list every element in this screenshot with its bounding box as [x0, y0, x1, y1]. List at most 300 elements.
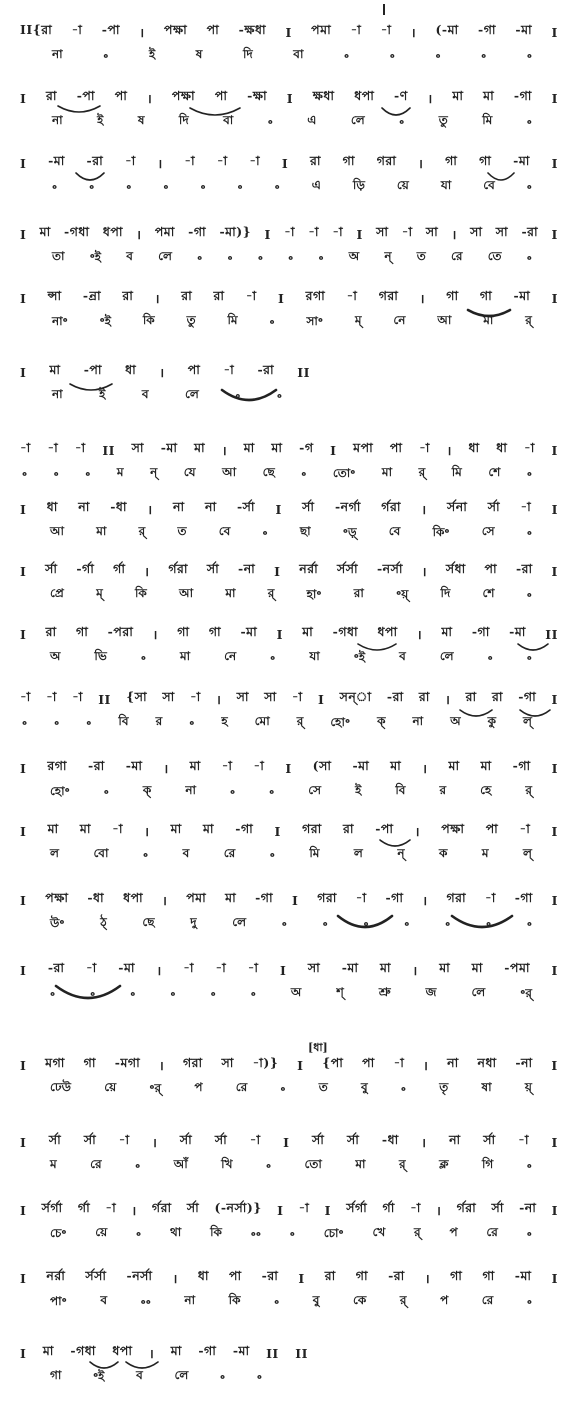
lyric-line [50, 585, 532, 605]
lyric-token: জ [425, 985, 437, 999]
note-token: মা [302, 624, 314, 639]
note-token: -রা [47, 960, 65, 975]
note-token: I [277, 1202, 284, 1218]
lyric-token: যা [440, 178, 452, 192]
note-token: । [423, 1057, 429, 1073]
note-token: II [295, 1345, 308, 1361]
note-token: I [551, 563, 558, 579]
lyric-token: ॰ [281, 917, 287, 932]
lyric-token: ॰ [270, 651, 276, 666]
lyric-token: মা [179, 649, 191, 663]
note-token: -া [346, 288, 358, 303]
lyric-line [50, 1079, 532, 1099]
lyric-token: এ [307, 113, 317, 127]
lyric-token: শে [482, 586, 495, 600]
note-token: মা [170, 1343, 182, 1358]
note-token: পা [214, 88, 228, 103]
note-token: -মা)} [219, 224, 252, 239]
lyric-token: ব [126, 249, 133, 263]
note-token: মা [194, 440, 206, 455]
lyric-token: হো॰ [330, 714, 351, 729]
note-token: -া [249, 153, 261, 168]
note-token: ধপা [354, 88, 375, 103]
lyric-token: ॰ [445, 917, 451, 932]
lyric-token: ই [99, 387, 106, 401]
lyric-token: ॰ই [99, 313, 111, 328]
lyric-token: ম [116, 465, 124, 479]
lyric-token: ॰ [344, 49, 350, 64]
note-token: রা [324, 1268, 336, 1283]
note-token: I [286, 90, 294, 106]
note-token: -া [332, 224, 344, 239]
lyric-token: প্রে [50, 586, 64, 600]
lyric-token: কি॰ [432, 524, 450, 539]
note-token: নর্রা [299, 561, 319, 576]
lyric-token: ॰ [526, 180, 532, 195]
note-token: -ধা [87, 890, 105, 905]
note-token: -া [118, 1132, 130, 1147]
note-token: । [424, 1270, 431, 1286]
lyric-token: ॰ [90, 987, 96, 1002]
note-token: । [172, 1270, 178, 1286]
note-token: র্সর্গা [346, 1200, 368, 1215]
note-token: মা [39, 224, 51, 239]
note-token: -মা [232, 1343, 250, 1358]
note-token: -মা [341, 960, 359, 975]
note-token: । [436, 1202, 442, 1218]
swaralipi-line [20, 1343, 308, 1363]
note-token: গা [446, 288, 459, 303]
note-token: I [20, 1202, 27, 1218]
note-token: -া [74, 440, 86, 455]
note-token: -া [86, 960, 97, 975]
note-token: II [297, 364, 310, 380]
lyric-token: অ [290, 985, 302, 999]
lyric-token: ন্ [150, 465, 158, 479]
lyric-token: মি [482, 113, 493, 127]
lyric-token: ॰ [197, 251, 203, 266]
note-token: গা [342, 153, 355, 168]
lyric-token: না [412, 714, 424, 728]
note-token: -গা [198, 1343, 217, 1358]
note-token: ক্ষধা [312, 88, 335, 103]
note-token: -া [355, 890, 367, 905]
note-token: পক্ষা [45, 890, 69, 905]
note-token: -া [190, 689, 201, 704]
note-token: II [98, 691, 111, 707]
note-token: রগা [305, 288, 326, 303]
lyric-token: ছে [262, 465, 275, 479]
note-token: মা [271, 440, 283, 455]
note-token: র্সা [214, 1132, 228, 1147]
lyric-token: বু [361, 1080, 368, 1094]
lyric-token: বে [388, 524, 401, 538]
note-token: -া [249, 1132, 261, 1147]
note-token: I [20, 501, 27, 517]
lyric-token: ঢেউ [50, 1080, 72, 1094]
note-token: গা [177, 624, 190, 639]
note-token: I [551, 691, 558, 707]
note-token: I [356, 226, 363, 242]
lyric-token: র্ [525, 783, 532, 797]
lyric-token: ম [50, 1157, 57, 1171]
note-token: I [285, 760, 292, 776]
lyric-token: ॰ [487, 651, 493, 666]
lyric-line [52, 112, 532, 132]
note-token: I [20, 364, 27, 380]
lyric-token: ল্ [523, 846, 532, 860]
lyric-token: ক্ল [439, 1157, 449, 1171]
lyric-token: রা [353, 586, 364, 600]
note-token: I [281, 155, 289, 171]
note-token: -গধা [332, 624, 359, 639]
note-token: । [410, 24, 417, 40]
lyric-token: ॰ [526, 1295, 532, 1310]
note-token: সন্া [339, 689, 372, 704]
lyric-token: দি [440, 586, 451, 600]
note-token: মা [243, 440, 255, 455]
lyric-token: ॰ [86, 716, 92, 731]
note-token: I [20, 626, 27, 642]
note-token: র্সা [483, 1132, 496, 1147]
note-token: I [551, 155, 558, 171]
note-token: পা [229, 1268, 242, 1283]
note-token: র্সা [206, 561, 220, 576]
note-token: মপা [353, 440, 374, 455]
note-token: -মা [160, 440, 178, 455]
lyric-token: র্ [418, 465, 426, 479]
note-token: -রা [515, 561, 533, 576]
lyric-token: ॰ [526, 1159, 532, 1174]
note-token: I [291, 892, 299, 908]
lyric-token: কি [135, 586, 147, 600]
note-token: । [451, 226, 457, 242]
note-token: । [139, 24, 145, 40]
note-token: । [422, 892, 428, 908]
lyric-token: ॰ [526, 1227, 532, 1242]
lyric-token: য়ে [95, 1225, 108, 1239]
note-token: ধপা [112, 1343, 133, 1358]
lyric-token: র্ [267, 586, 275, 600]
note-token: গা [482, 1268, 495, 1283]
lyric-token: মি [451, 465, 462, 479]
swaralipi-line [20, 440, 558, 460]
note-token: -া [298, 1200, 310, 1215]
note-token: । [421, 1134, 427, 1150]
note-token: পমা [186, 890, 207, 905]
lyric-token: তো [304, 1157, 322, 1171]
note-token: । [159, 364, 165, 380]
lyric-token: ছা [299, 524, 311, 538]
note-token: -রা [257, 362, 275, 377]
lyric-token: গি [481, 1157, 494, 1171]
lyric-token: সে [481, 524, 495, 538]
note-token: পা [206, 22, 220, 37]
swaralipi-line [20, 499, 558, 519]
note-token: । [414, 823, 420, 839]
note-token: সা [307, 960, 321, 975]
note-token: -গা [512, 758, 531, 773]
lyric-token: ব [182, 846, 190, 860]
lyric-token: থা [169, 1225, 182, 1239]
note-token: -র্গা [76, 561, 95, 576]
note-token: I [275, 501, 282, 517]
lyric-line [22, 464, 532, 484]
lyric-token: ॰॰ [250, 1227, 261, 1242]
lyric-token: ত [318, 1080, 328, 1094]
lyric-token: বি [395, 783, 406, 797]
note-token: I [20, 760, 27, 776]
note-token: I [285, 24, 292, 40]
lyric-token: ॰ [136, 1227, 142, 1242]
note-token: র্সর্গা [41, 1200, 63, 1215]
lyric-token: ॰ড়্ [342, 524, 357, 539]
lyric-line [50, 782, 532, 802]
lyric-token: ॰ [230, 785, 236, 800]
note-token: -মা [240, 624, 258, 639]
note-token: মা [49, 362, 61, 377]
note-token: -া [393, 1055, 405, 1070]
lyric-token: না [185, 783, 196, 797]
lyric-token: আ [437, 313, 452, 327]
note-token: সা [470, 224, 483, 239]
note-token: II [102, 442, 116, 458]
note-token: পক্ষা [164, 22, 188, 37]
lyric-token: তা [52, 249, 65, 263]
note-token: পা [389, 440, 403, 455]
note-token: । [136, 226, 142, 242]
lyric-line [50, 648, 532, 668]
lyric-token: খি [221, 1157, 233, 1171]
note-token: -নর্সা [126, 1268, 153, 1283]
note-token: -া [216, 153, 228, 168]
swaralipi-line [20, 960, 558, 980]
lyric-token: ॰ [481, 49, 487, 64]
lyric-token: ॰ [269, 785, 275, 800]
lyric-line [52, 46, 532, 66]
lyric-token: ॰ [227, 251, 233, 266]
note-token: I [551, 90, 558, 106]
note-token: । [416, 626, 423, 642]
note-token: -গা [255, 890, 274, 905]
note-token: -পমা [504, 960, 531, 975]
lyric-token: না [52, 113, 63, 127]
note-token: -গা [188, 224, 207, 239]
note-token: I [551, 442, 558, 458]
note-token: I [264, 226, 271, 242]
note-token: নধা [477, 1055, 497, 1070]
lyric-token: দু [190, 915, 197, 929]
lyric-token: ক্ [377, 714, 386, 728]
note-token: গরা [446, 890, 467, 905]
lyric-token: ॰ই [89, 249, 102, 264]
lyric-token: ॰ [280, 1082, 286, 1097]
lyric-token: র্ [296, 714, 304, 728]
note-token: পক্ষা [171, 88, 196, 103]
note-token: I [20, 226, 27, 242]
lyric-token: ॰ [318, 251, 324, 266]
lyric-token: ॰ [267, 115, 273, 130]
lyric-line [50, 845, 532, 865]
lyric-token: ॰ [276, 389, 282, 404]
note-token: I [20, 823, 27, 839]
note-token: । [144, 563, 150, 579]
note-token: I [551, 24, 558, 40]
lyric-token: ॰॰ [140, 1295, 151, 1310]
lyric-line [50, 914, 532, 934]
lyric-token: বু [312, 1293, 320, 1307]
note-token: -া [47, 440, 59, 455]
note-token: -পা [375, 821, 394, 836]
note-token: (সা [312, 758, 332, 773]
note-token: । [421, 501, 427, 517]
note-token: I [551, 1057, 558, 1073]
lyric-token: হো॰ [50, 783, 70, 798]
note-token: । [152, 626, 158, 642]
lyric-token: ॰ [274, 180, 280, 195]
note-token: গা [83, 1055, 96, 1070]
lyric-token: ॰ [22, 716, 28, 731]
note-token: গা [76, 624, 89, 639]
lyric-token: ॰ [53, 467, 59, 482]
lyric-token: ষ [195, 47, 203, 61]
note-token: -া)} [252, 1055, 279, 1070]
note-token: -া [46, 689, 57, 704]
lyric-token: অ [450, 714, 461, 728]
swaralipi-line [20, 362, 310, 382]
lyric-token: উ॰ [50, 915, 65, 930]
lyric-token: র্ [399, 1293, 407, 1307]
lyric-token: ॰ [200, 180, 206, 195]
note-token: মা [452, 88, 464, 103]
lyric-token: নে [224, 649, 237, 663]
lyric-token: অ [348, 249, 360, 263]
note-token: গা [355, 1268, 369, 1283]
note-token: II [545, 626, 558, 642]
lyric-token: নে [393, 313, 406, 327]
note-token: -া [350, 22, 362, 37]
swaralipi-line [20, 1268, 558, 1288]
note-token: রা [122, 288, 134, 303]
note-token: মা [189, 758, 201, 773]
note-token: -া [524, 440, 535, 455]
note-token: র্সা [45, 561, 58, 576]
lyric-token: বা [293, 47, 304, 61]
lyric-token: ॰ [140, 651, 146, 666]
lyric-token: ব [136, 1368, 143, 1382]
note-token: -নর্সা [376, 561, 403, 576]
lyric-token: কি [228, 1293, 241, 1307]
note-token: পা [484, 561, 498, 576]
lyric-token: ত [416, 249, 426, 263]
lyric-token: তু [186, 313, 196, 327]
lyric-token: সা॰ [306, 313, 323, 328]
note-token: -না [519, 1200, 537, 1215]
lyric-line [50, 1156, 532, 1176]
lyric-token: মা [381, 465, 393, 479]
note-token: -গধা [70, 1343, 96, 1358]
lyric-token: এ [311, 178, 321, 192]
note-token: র্সর্সা [85, 1268, 107, 1283]
note-token: । [157, 155, 163, 171]
lyric-token: বা [223, 113, 234, 127]
note-token: গা [208, 624, 222, 639]
lyric-token: আ [222, 465, 237, 479]
note-token: র্গরা [168, 561, 189, 576]
lyric-token: শ্ [336, 985, 344, 999]
note-token: না [449, 1132, 461, 1147]
note-token: মা [79, 821, 91, 836]
note-token: -ন্রা [82, 288, 102, 303]
lyric-token: ॰ [288, 251, 294, 266]
note-token: -মা [352, 758, 370, 773]
note-token: -রা [521, 224, 539, 239]
note-token: -া [223, 362, 235, 377]
lyric-token: বো [93, 846, 109, 860]
note-token: ধপা [123, 890, 144, 905]
note-token: সা [236, 689, 249, 704]
lyric-token: পা॰ [50, 1293, 67, 1308]
note-token: -া [247, 960, 259, 975]
note-token: । [418, 155, 424, 171]
note-token: I [551, 823, 558, 839]
lyric-token: ॰ [50, 987, 56, 1002]
note-token: রা [181, 288, 193, 303]
swaralipi-line [20, 689, 558, 709]
note-token: ধা [197, 1268, 209, 1283]
note-token: -গা [518, 689, 537, 704]
lyric-line [52, 312, 532, 332]
lyric-token: প [440, 1293, 449, 1307]
note-token: -মা [513, 288, 531, 303]
note-token: পা [485, 821, 499, 836]
note-token: I [317, 691, 325, 707]
note-token: সা [495, 224, 509, 239]
lyric-token: ই [355, 783, 362, 797]
lyric-token: ॰ [237, 180, 243, 195]
lyric-token: ঠ্ [100, 915, 107, 929]
lyric-token: হ [221, 714, 228, 728]
lyric-token: ॰ [103, 785, 109, 800]
note-token: মা [448, 758, 460, 773]
note-token: -মগা [114, 1055, 141, 1070]
lyric-token: শে [488, 465, 501, 479]
note-token: I [20, 1134, 27, 1150]
note-token: -া [221, 758, 233, 773]
note-token: । [152, 1134, 158, 1150]
lyric-token: লে [471, 985, 486, 999]
lyric-token: বি [118, 714, 129, 728]
lyric-token: ॰ [189, 716, 195, 731]
lyric-token: ল [353, 846, 363, 860]
note-token: র্সা [312, 1132, 325, 1147]
lyric-token: র্ [414, 1225, 421, 1239]
note-token: -মা [509, 624, 526, 639]
lyric-token: আ [179, 586, 194, 600]
lyric-token: ॰ [404, 917, 410, 932]
swaralipi-line [20, 561, 558, 581]
lyric-token: ॰ [399, 115, 405, 130]
lyric-token: ॰ [210, 987, 216, 1002]
note-token: -নর্গা [334, 499, 361, 514]
lyric-token: ॰ [526, 588, 532, 603]
lyric-token: দি [242, 47, 253, 61]
note-token: নর্রা [46, 1268, 66, 1283]
note-token: -া [410, 1200, 421, 1215]
note-token: -গা [471, 624, 490, 639]
lyric-token: ॰ [89, 180, 95, 195]
lyric-token: ছে [142, 915, 155, 929]
